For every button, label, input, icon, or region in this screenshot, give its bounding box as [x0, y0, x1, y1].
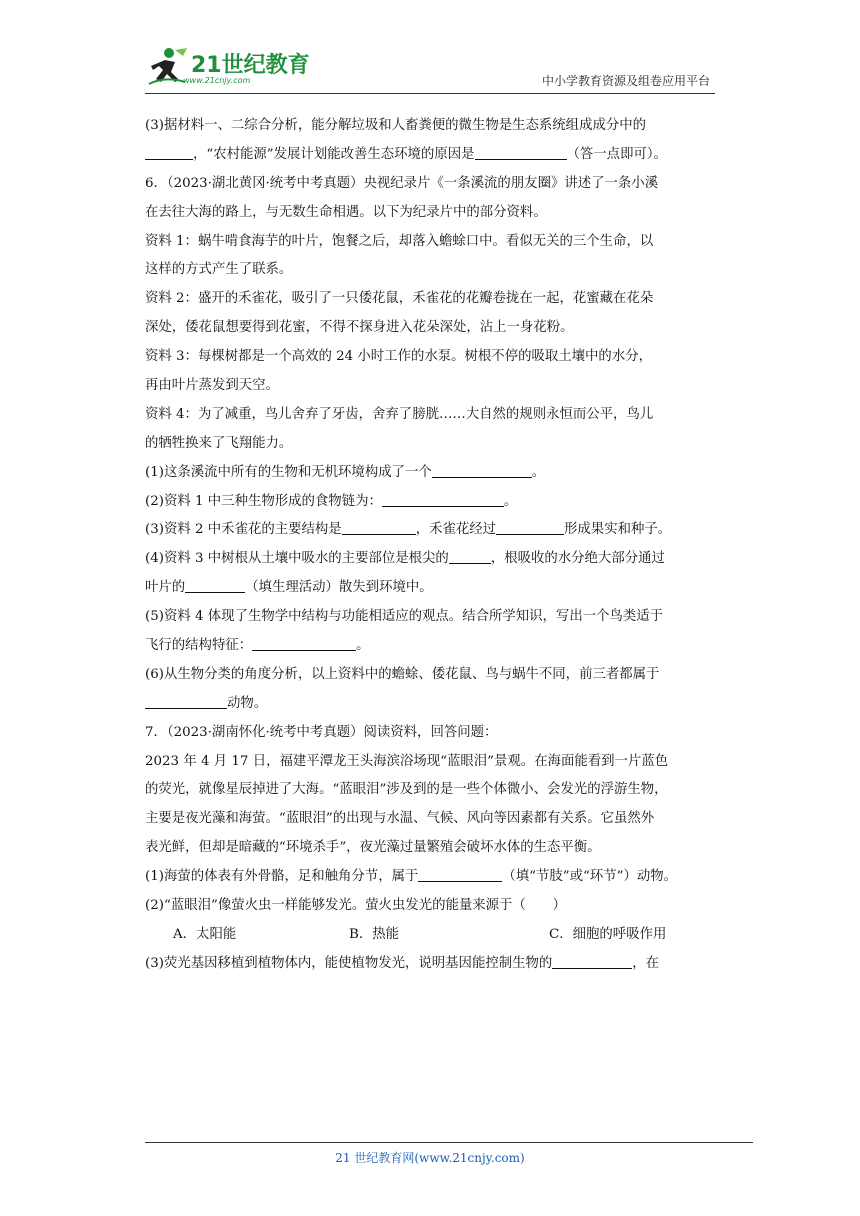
- sub-question: (1)这条溪流中所有的生物和无机环境构成了一个 。: [145, 464, 546, 480]
- sub-question: (3)资料 2 中禾雀花的主要结构是 ，禾雀花经过 形成果实和种子。: [145, 522, 672, 538]
- document-body: [145, 112, 715, 979]
- text-line: ，“农村能源”发展计划能改善生态环境的原因是 （答一点即可）。: [145, 141, 715, 170]
- page-footer[interactable]: 21 世纪教育网(www.21cnjy.com): [335, 1151, 525, 1165]
- sub-question: (5)资料 4 体现了生物学中结构与功能相适应的观点。结合所学知识，写出一个鸟类适于: [145, 609, 664, 625]
- material-line: 资料 2：盛开的禾雀花，吸引了一只倭花鼠，禾雀花的花瓣卷拢在一起，花蜜藏在花朵: [145, 291, 654, 307]
- material-line: 资料 4：为了减重，鸟儿舍弃了牙齿，舍弃了膀胱……大自然的规则永恒而公平，鸟儿: [145, 406, 654, 422]
- page-header: [145, 44, 715, 92]
- option-c[interactable]: C．细胞的呼吸作用: [549, 926, 667, 942]
- question-title: 6．（2023·湖北黄冈·统考中考真题）央视纪录片《一条溪流的朋友圈》讲述了一条小溪: [145, 175, 659, 191]
- sub-question: (6)从生物分类的角度分析，以上资料中的蟾蜍、倭花鼠、鸟与蜗牛不同，前三者都属于: [145, 666, 660, 682]
- text-line: 在去往大海的路上，与无数生命相遇。以下为纪录片中的部分资料。: [145, 204, 547, 220]
- answer-blank[interactable]: [145, 145, 193, 160]
- text-line: 主要是夜光藻和海萤。“蓝眼泪”的出现与水温、气候、风向等因素都有关系。它虽然外: [145, 811, 655, 827]
- header-platform-title: 中小学教育资源及组卷应用平台: [541, 74, 710, 88]
- material-line: 再由叶片蒸发到天空。: [145, 378, 279, 394]
- answer-blank[interactable]: [496, 520, 564, 535]
- answer-blank[interactable]: [449, 549, 491, 564]
- text-line: 2023 年 4 月 17 日，福建平潭龙王头海滨浴场现“蓝眼泪”景观。在海面能看到一片蓝色: [145, 753, 669, 769]
- logo-url: www.21cnjy.com: [183, 76, 251, 85]
- option-b[interactable]: B．热能: [349, 926, 400, 942]
- material-line: 资料 1：蜗牛啃食海芋的叶片，饱餐之后，却落入蟾蜍口中。看似无关的三个生命，以: [145, 233, 654, 249]
- sub-question: (2)“蓝眼泪”像萤火虫一样能够发光。萤火虫发光的能量来源于（ ）: [145, 898, 566, 914]
- answer-blank[interactable]: [552, 954, 632, 969]
- answer-blank[interactable]: [475, 145, 567, 160]
- material-line: 的牺牲换来了飞翔能力。: [145, 435, 293, 451]
- material-line: 这样的方式产生了联系。: [145, 262, 293, 278]
- answer-blank[interactable]: [342, 520, 416, 535]
- answer-blank[interactable]: [382, 492, 504, 507]
- material-line: 深处，倭花鼠想要得到花蜜，不得不探身进入花朵深处，沾上一身花粉。: [145, 320, 574, 336]
- sub-question: 叶片的 （填生理活动）散失到环境中。: [145, 580, 433, 596]
- sub-question: (2)资料 1 中三种生物形成的食物链为： 。: [145, 493, 518, 509]
- sub-question: 飞行的结构特征： 。: [145, 638, 370, 654]
- answer-blank[interactable]: [145, 694, 227, 709]
- footer-divider: [145, 1142, 753, 1143]
- text-line: (3)据材料一、二综合分析，能分解垃圾和人畜粪便的微生物是生态系统组成成分中的: [145, 118, 647, 133]
- choice-options: [145, 921, 715, 950]
- option-a[interactable]: A．太阳能: [173, 926, 237, 942]
- answer-blank[interactable]: [418, 867, 502, 882]
- text-line: 的荧光，就像星辰掉进了大海。“蓝眼泪”涉及到的是一些个体微小、会发光的浮游生物，: [145, 782, 668, 798]
- question-title: 7．（2023·湖南怀化·统考中考真题）阅读资料，回答问题：: [145, 724, 498, 740]
- sub-question: (3)荧光基因移植到植物体内，能使植物发光，说明基因能控制生物的 ，在: [145, 955, 660, 971]
- answer-blank[interactable]: [252, 636, 356, 651]
- answer-blank[interactable]: [432, 463, 532, 478]
- site-logo[interactable]: [145, 44, 315, 90]
- answer-blank[interactable]: [185, 578, 245, 593]
- header-divider: [145, 93, 715, 94]
- sub-question: 动物。: [145, 690, 715, 719]
- sub-question: (1)海萤的体表有外骨骼，足和触角分节，属于 （填“节肢”或“环节”）动物。: [145, 869, 678, 885]
- material-line: 资料 3：每棵树都是一个高效的 24 小时工作的水泵。树根不停的吸取土壤中的水分，: [145, 349, 652, 365]
- logo-text: 21世纪教育: [191, 53, 310, 78]
- sub-question: (4)资料 3 中树根从土壤中吸水的主要部位是根尖的 ，根吸收的水分绝大部分通过: [145, 551, 665, 567]
- text-line: 表光鲜，但却是暗藏的“环境杀手”，夜光藻过量繁殖会破坏水体的生态平衡。: [145, 840, 601, 856]
